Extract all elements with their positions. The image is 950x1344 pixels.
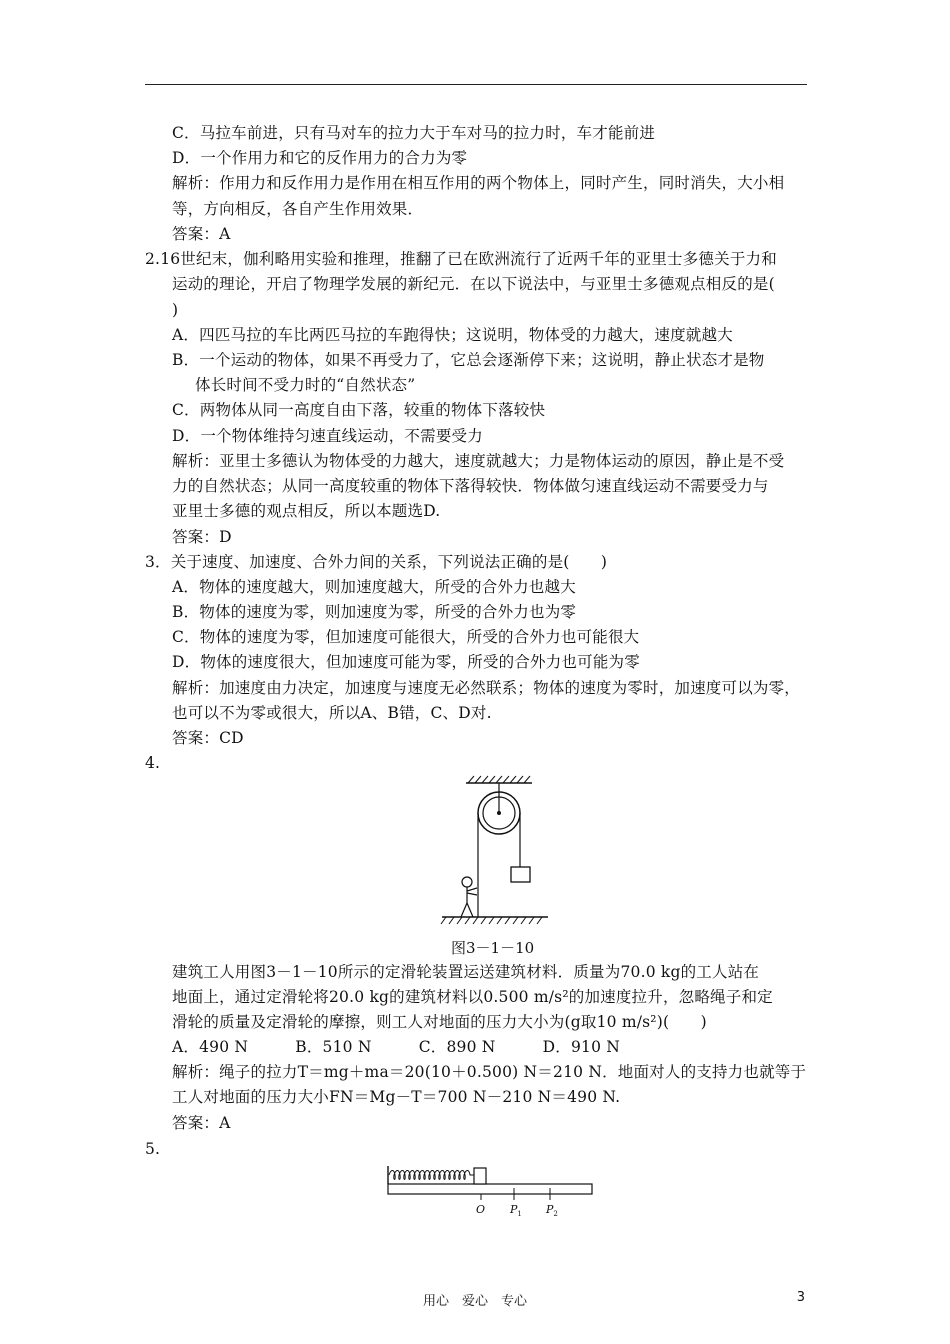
text-line: B．一个运动的物体，如果不再受力了，它总会逐渐停下来；这说明，静止状态才是物 (172, 351, 765, 369)
text-line: A．490 N B．510 N C．890 N D．910 N (172, 1038, 621, 1056)
text-line: A．物体的速度越大，则加速度越大，所受的合外力也越大 (172, 578, 576, 596)
text-line: 地面上，通过定滑轮将20.0 kg的建筑材料以0.500 m/s²的加速度拉升，忽略绳子和定 (172, 988, 773, 1006)
label-o: O (476, 1203, 486, 1216)
page-number: 3 (796, 1290, 805, 1305)
figure-caption: 图3－1－10 (451, 939, 535, 957)
text-line: B．物体的速度为零，则加速度为零，所受的合外力也为零 (172, 603, 577, 621)
text-line: 亚里士多德的观点相反，所以本题选D. (172, 502, 441, 520)
text-line: D．一个作用力和它的反作用力的合力为零 (172, 149, 468, 167)
text-line: 解析：亚里士多德认为物体受的力越大，速度就越大；力是物体运动的原因，静止是不受 (172, 452, 785, 470)
text-line: 4. (145, 754, 161, 772)
text-line: 工人对地面的压力大小FN＝Mg－T＝700 N－210 N＝490 N. (172, 1088, 621, 1106)
text-line: 答案：D (172, 528, 232, 546)
text-line: D．物体的速度很大，但加速度可能为零，所受的合外力也可能为零 (172, 653, 640, 671)
text-line: 滑轮的质量及定滑轮的摩擦，则工人对地面的压力大小为(g取10 m/s²)( ) (172, 1013, 707, 1031)
text-line: C．物体的速度为零，但加速度可能很大，所受的合外力也可能很大 (172, 628, 640, 646)
text-line: 3．关于速度、加速度、合外力间的关系，下列说法正确的是( ) (145, 553, 608, 571)
text-line: 运动的理论，开启了物理学发展的新纪元．在以下说法中，与亚里士多德观点相反的是( (172, 275, 775, 293)
text-line: 建筑工人用图3－1－10所示的定滑轮装置运送建筑材料．质量为70.0 kg的工人站在 (172, 963, 760, 981)
text-line: 解析：加速度由力决定，加速度与速度无必然联系；物体的速度为零时，加速度可以为零， (172, 679, 801, 697)
text-line: C．两物体从同一高度自由下落，较重的物体下落较快 (172, 401, 546, 419)
text-line: 答案：A (172, 1114, 231, 1132)
text-line: 力的自然状态；从同一高度较重的物体下落得较快．物体做匀速直线运动不需要受力与 (172, 477, 769, 495)
spring-figure (384, 1158, 596, 1218)
text-line: 等，方向相反，各自产生作用效果． (172, 200, 424, 218)
text-line: C．马拉车前进，只有马对车的拉力大于车对马的拉力时，车才能前进 (172, 124, 656, 142)
text-line: 解析：作用力和反作用力是作用在相互作用的两个物体上，同时产生，同时消失，大小相 (172, 174, 785, 192)
text-line: 解析：绳子的拉力T＝mg＋ma＝20(10＋0.500) N＝210 N．地面对人的支持力也就等于 (172, 1063, 807, 1081)
text-line: 2.16世纪末，伽利略用实验和推理，推翻了已在欧洲流行了近两千年的亚里士多德关于力和 (145, 250, 777, 268)
text-line: D．一个物体维持匀速直线运动，不需要受力 (172, 427, 483, 445)
text-line: A．四匹马拉的车比两匹马拉的车跑得快；这说明，物体受的力越大，速度就越大 (172, 326, 733, 344)
header-rule (145, 84, 807, 85)
label-p1: $P_1$ (510, 1203, 522, 1218)
pulley-figure (440, 775, 550, 935)
label-p2: $P_2$ (546, 1203, 558, 1218)
text-line: 也可以不为零或很大，所以A、B错，C、D对. (172, 704, 492, 722)
text-line: 5. (145, 1140, 161, 1158)
text-line: 答案：CD (172, 729, 244, 747)
text-line: 答案：A (172, 225, 231, 243)
footer-slogan: 用心 爱心 专心 (422, 1294, 527, 1309)
text-line: ) (172, 301, 179, 319)
text-line: 体长时间不受力时的“自然状态” (195, 376, 416, 394)
